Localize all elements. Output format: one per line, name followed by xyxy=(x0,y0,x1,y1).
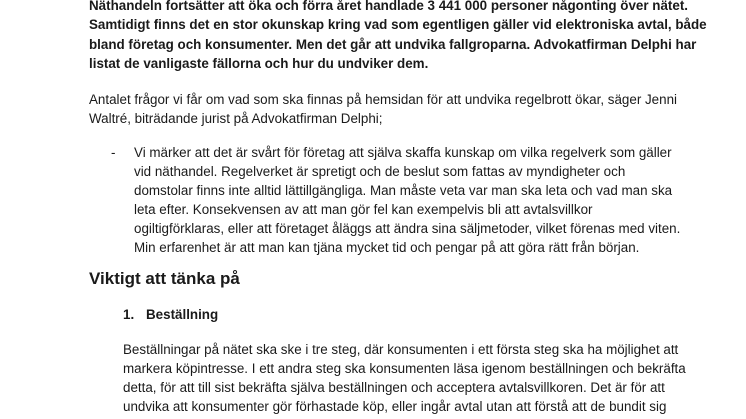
quote-line-5: ogiltigförklaras, eller att företaget åläggs att ändra sina säljmetoder, vilket förenas med viten. xyxy=(134,221,681,236)
quote-dash-marker: - xyxy=(111,145,116,160)
section-heading: Viktigt att tänka på xyxy=(89,269,240,288)
intro-line-3: bland företag och konsumenter. Men det går att undvika fallgroparna. Advokatfirman Delphi har xyxy=(89,37,697,52)
item-number: 1. xyxy=(123,307,135,322)
intro-line-1: Näthandeln fortsätter att öka och förra året handlade 3 441 000 personer någonting över nätet. xyxy=(89,0,689,13)
intro-line-4: listat de vanligaste fällorna och hur du undviker dem. xyxy=(89,56,429,71)
quote-line-4: leta efter. Konsekvensen av att man gör fel kan exempelvis bli att avtalsvillkor xyxy=(134,202,593,217)
section-line-1: Beställningar på nätet ska ske i tre steg, där konsumenten i ett första steg ska ha möjlighet att xyxy=(123,342,679,357)
section-line-4: undvika att konsumenter gör förhastade köp, eller ingår avtal utan att förstå att de bundit sig xyxy=(123,399,667,414)
quote-line-6: Min erfarenhet är att man kan tjäna mycket tid och pengar på att göra rätt från början. xyxy=(134,240,640,255)
item-title: Beställning xyxy=(146,307,219,322)
intro-line-2: Samtidigt finns det en stor okunskap kring vad som egentligen gäller vid elektroniska avtal, både xyxy=(89,17,707,32)
paragraph1-line-1: Antalet frågor vi får om vad som ska finnas på hemsidan för att undvika regelbrott ökar, säger Jenni xyxy=(89,92,678,107)
quote-line-3: domstolar finns inte alltid lättillgängliga. Man måste veta var man ska leta och vad man ska xyxy=(134,183,673,198)
quote-line-1: Vi märker att det är svårt för företag att själva skaffa kunskap om vilka regelverk som gäller xyxy=(134,145,672,160)
paragraph1-line-2: Waltré, biträdande jurist på Advokatfirman Delphi; xyxy=(89,111,383,126)
section-line-2: markera köpintresse. I ett andra steg ska konsumenten läsa igenom beställningen och bekräfta xyxy=(123,361,686,376)
quote-line-2: vid näthandel. Regelverket är spretigt och de beslut som fattas av myndigheter och xyxy=(134,164,626,179)
section-line-3: detta, för att till sist bekräfta själva beställningen och acceptera avtalsvillkoren. Det är för att xyxy=(123,380,665,395)
